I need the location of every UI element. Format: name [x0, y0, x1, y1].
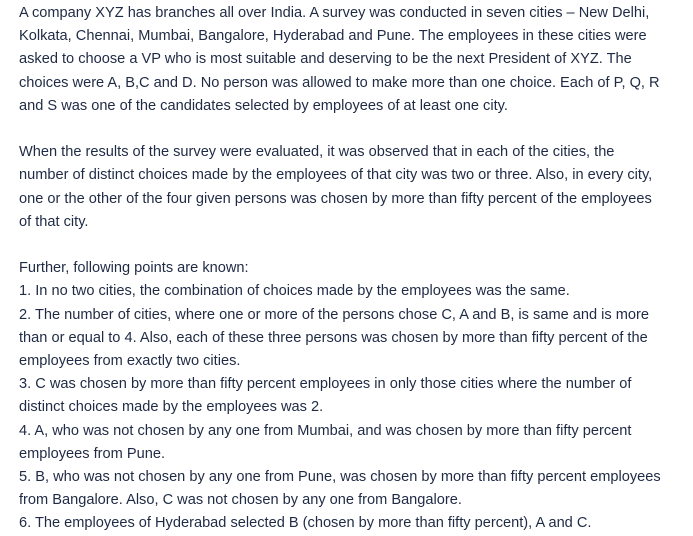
text-line: one or the other of the four given persons was chosen by more than fifty percent of the employees — [19, 190, 652, 207]
condition-item: from Bangalore. Also, C was not chosen by any one from Bangalore. — [19, 492, 462, 509]
paragraph-spacer — [19, 234, 691, 257]
condition-item: distinct choices made by the employees was 2. — [19, 399, 324, 416]
document-body — [19, 2, 691, 536]
paragraph-spacer — [19, 118, 691, 141]
text-line: of that city. — [19, 213, 89, 230]
condition-item: 4. A, who was not chosen by any one from Mumbai, and was chosen by more than fifty percent — [19, 422, 632, 439]
text-line: asked to choose a VP who is most suitable and deserving to be the next President of XYZ. The — [19, 51, 632, 68]
paragraph-results — [19, 141, 691, 234]
condition-item: 5. B, who was not chosen by any one from Pune, was chosen by more than fifty percent employees — [19, 469, 661, 486]
condition-item: 3. C was chosen by more than fifty percent employees in only those cities where the number of — [19, 376, 632, 393]
condition-item: 6. The employees of Hyderabad selected B (chosen by more than fifty percent), A and C. — [19, 515, 592, 532]
conditions-heading: Further, following points are known: — [19, 260, 249, 277]
condition-item: employees from Pune. — [19, 445, 166, 462]
text-line: Kolkata, Chennai, Mumbai, Bangalore, Hyderabad and Pune. The employees in these cities were — [19, 28, 647, 45]
text-line: number of distinct choices made by the employees of that city was two or three. Also, in every city, — [19, 167, 653, 184]
text-line: When the results of the survey were evaluated, it was observed that in each of the cities, the — [19, 144, 615, 161]
paragraph-intro — [19, 2, 691, 118]
condition-item: employees from exactly two cities. — [19, 353, 241, 370]
text-line: and S was one of the candidates selected by employees of at least one city. — [19, 97, 508, 114]
text-line: A company XYZ has branches all over India. A survey was conducted in seven cities – New Delhi, — [19, 5, 650, 21]
paragraph-conditions — [19, 257, 691, 535]
text-line: choices were A, B,C and D. No person was allowed to make more than one choice. Each of P, Q, R — [19, 74, 660, 91]
condition-item: 1. In no two cities, the combination of choices made by the employees was the same. — [19, 283, 570, 300]
condition-item: 2. The number of cities, where one or more of the persons chose C, A and B, is same and is more — [19, 306, 650, 323]
condition-item: than or equal to 4. Also, each of these three persons was chosen by more than fifty percent of the — [19, 329, 648, 346]
